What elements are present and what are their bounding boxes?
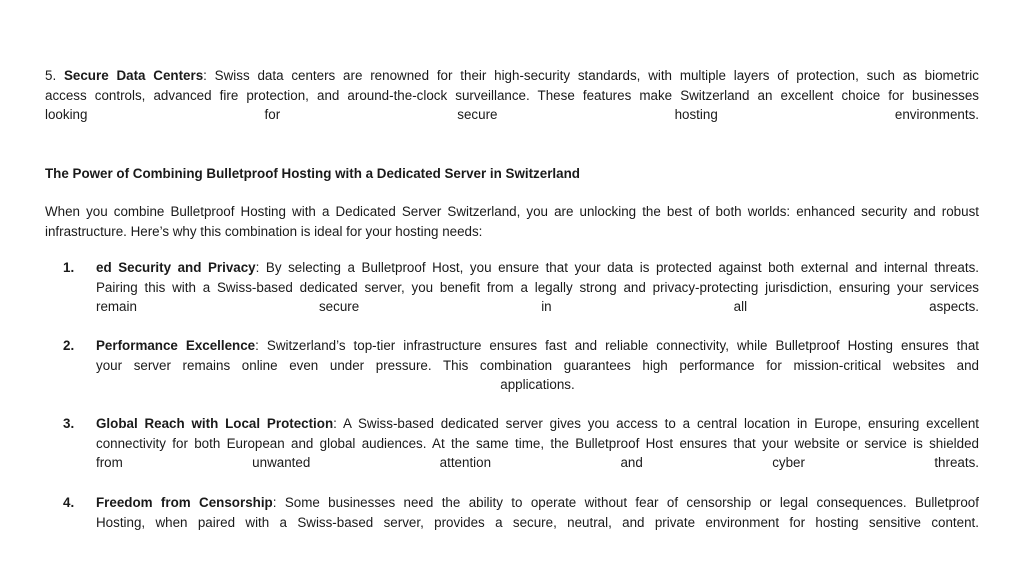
list-item-line-3: remain secure in all aspects.	[96, 299, 979, 315]
list-item-title: Freedom from Censorship	[96, 495, 273, 510]
intro-number: 5.	[45, 68, 57, 83]
list-item	[45, 336, 979, 395]
list-item-title: ed Security and Privacy	[96, 260, 256, 275]
list-item-line-1	[96, 336, 979, 356]
list-item-title: Global Reach with Local Protection	[96, 416, 334, 431]
list-item	[45, 258, 979, 317]
secure-data-centers-paragraph	[45, 66, 979, 125]
list-item-line-2: Hosting, when paired with a Swiss-based server, provides a secure, neutral, and private environment for hosting sensitive content.	[96, 514, 979, 530]
list-item-line-2: connectivity for both European and global audiences. At the same time, the Bulletproof Host ensures that your website or service is shielded	[96, 435, 979, 451]
list-item-line-2: Pairing this with a Swiss-based dedicated server, you benefit from a legally strong and privacy-protecting jurisdiction, ensuring your services	[96, 279, 979, 295]
intro-line-1	[45, 66, 979, 86]
list-item-text: : Switzerland’s top-tier infrastructure ensures fast and reliable connectivity, while Bulletproof Hosting ensures that	[255, 338, 979, 353]
list-item-line-1	[96, 414, 979, 434]
intro-title: Secure Data Centers	[63, 68, 204, 83]
list-item-text: : By selecting a Bulletproof Host, you ensure that your data is protected against both external and internal threats.	[255, 260, 979, 275]
list-item-line-3: from unwanted attention and cyber threats.	[96, 455, 979, 471]
list-item-line-1	[96, 258, 979, 278]
intro-line-3: looking for secure hosting environments.	[45, 107, 979, 123]
list-item-number: 3.	[63, 416, 75, 431]
paragraph-line-1: When you combine Bulletproof Hosting with a Dedicated Server Switzerland, you are unlocking the best of both worlds: enhanced security and robust	[45, 204, 979, 219]
list-item-line-3: applications.	[500, 377, 575, 393]
paragraph-line-2: infrastructure. Here’s why this combination is ideal for your hosting needs:	[45, 223, 483, 239]
list-item-line-2: your server remains online even under pressure. This combination guarantees high performance for mission-critical websites and	[96, 357, 979, 373]
list-item-number: 1.	[63, 260, 75, 275]
list-item-number: 4.	[63, 495, 75, 510]
list-item-text: : A Swiss-based dedicated server gives you access to a central location in Europe, ensuring excellent	[333, 416, 979, 431]
section-heading: The Power of Combining Bulletproof Hosting with a Dedicated Server in Switzerland	[45, 166, 580, 181]
intro-text-1: : Swiss data centers are renowned for their high-security standards, with multiple layers of protection, such as biometric	[203, 68, 979, 83]
intro-line-2: access controls, advanced fire protection, and around-the-clock surveillance. These features make Switzerland an excellent choice for businesses	[45, 87, 979, 103]
list-item-text: : Some businesses need the ability to operate without fear of censorship or legal consequences. Bulletproof	[272, 495, 979, 510]
list-item-title: Performance Excellence	[96, 338, 256, 353]
list-item-line-1	[96, 493, 979, 513]
combination-paragraph	[45, 202, 979, 241]
list-item	[45, 493, 979, 532]
list-item-number: 2.	[63, 338, 75, 353]
list-item	[45, 414, 979, 473]
